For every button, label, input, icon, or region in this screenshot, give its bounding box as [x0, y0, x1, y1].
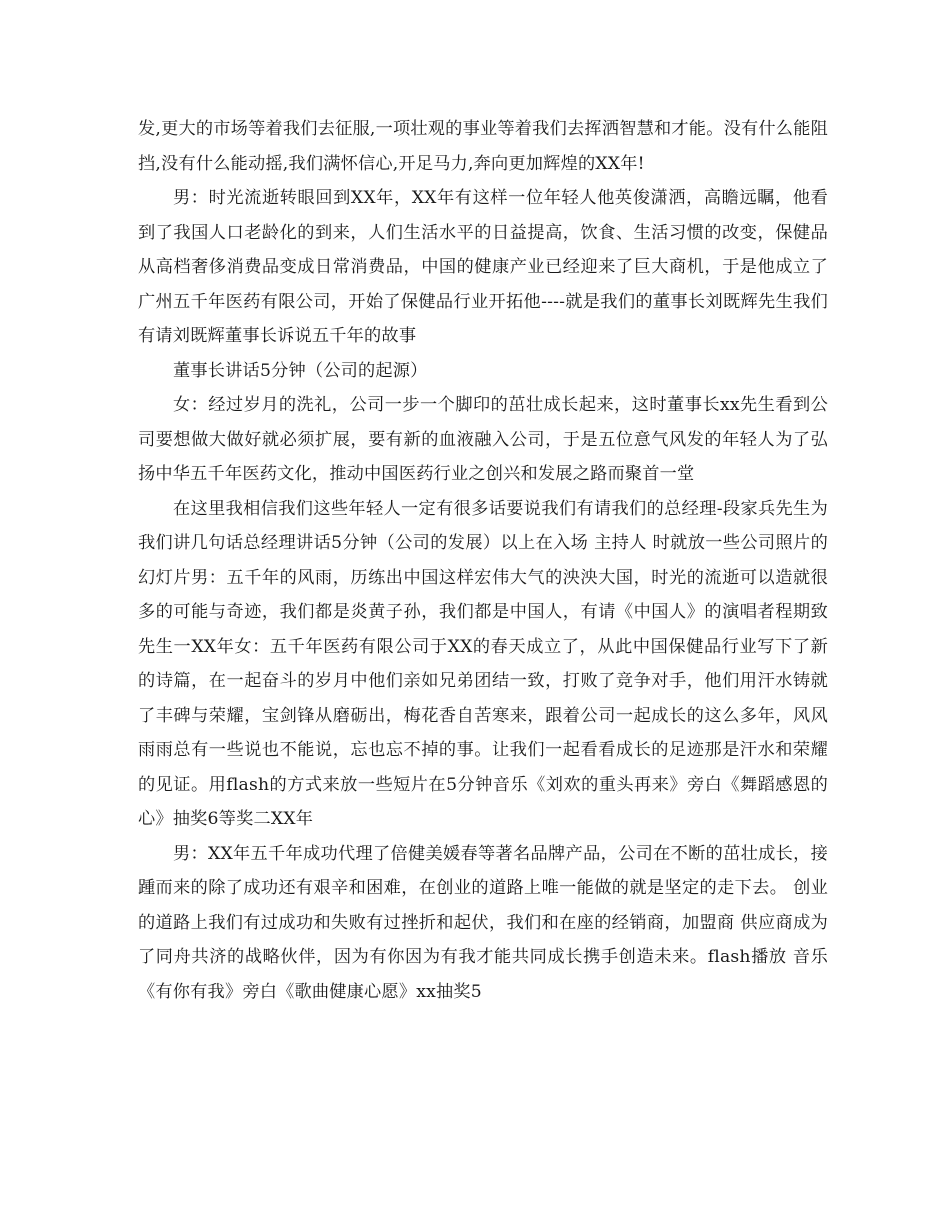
paragraph: 男：XX年五千年成功代理了倍健美媛春等著名品牌产品，公司在不断的茁壮成长，接踵而来的除了成功还有艰辛和困难，在创业的道路上唯一能做的就是坚定的走下去。 创业的道路上我们有过成功和失败有过挫折和起伏，我们和在座的经销商，加盟商 供应商成为了同舟共济的战略伙伴，因为有你因为有我才能共同成长携手创造未来。flash播放 音乐《有你有我》旁白《歌曲健康心愿》xx抽奖5	[138, 843, 828, 1002]
document-body	[138, 112, 828, 1009]
paragraph: 董事长讲话5分钟（公司的起源）	[173, 360, 428, 381]
paragraph: 男：时光流逝转眼回到XX年，XX年有这样一位年轻人他英俊潇洒，高瞻远瞩，他看到了我国人口老龄化的到来，人们生活水平的日益提高，饮食、生活习惯的改变，保健品从高档奢侈消费品变成日常消费品，中国的健康产业已经迎来了巨大商机，于是他成立了广州五千年医药有限公司，开始了保健品行业开拓他----就是我们的董事长刘既辉先生我们有请刘既辉董事长诉说五千年的故事	[138, 188, 828, 346]
paragraph: 女：经过岁月的洗礼，公司一步一个脚印的茁壮成长起来，这时董事长xx先生看到公司要想做大做好就必须扩展，要有新的血液融入公司，于是五位意气风发的年轻人为了弘扬中华五千年医药文化，推动中国医药行业之创兴和发展之路而聚首一堂	[138, 395, 828, 484]
paragraph: 在这里我相信我们这些年轻人一定有很多话要说我们有请我们的总经理-段家兵先生为我们讲几句话总经理讲话5分钟（公司的发展）以上在入场 主持人 时就放一些公司照片的幻灯片男：五千年的风雨，历练出中国这样宏伟大气的泱泱大国，时光的流逝可以造就很多的可能与奇迹，我们都是炎黄子孙，我们都是中国人，有请《中国人》的演唱者程期致先生一XX年女：五千年医药有限公司于XX的春天成立了，从此中国保健品行业写下了新的诗篇，在一起奋斗的岁月中他们亲如兄弟团结一致，打败了竞争对手，他们用汗水铸就了丰碑与荣耀，宝剑锋从磨砺出，梅花香自苦寒来，跟着公司一起成长的这么多年，风风雨雨总有一些说也不能说，忘也忘不掉的事。让我们一起看看成长的足迹那是汗水和荣耀的见证。用flash的方式来放一些短片在5分钟音乐《刘欢的重头再来》旁白《舞蹈感恩的心》抽奖6等奖二XX年	[138, 498, 828, 829]
paragraph: 发,更大的市场等着我们去征服,一项壮观的事业等着我们去挥洒智慧和才能。没有什么能阻挡,没有什么能动摇,我们满怀信心,开足马力,奔向更加辉煌的XX年!	[138, 119, 828, 174]
